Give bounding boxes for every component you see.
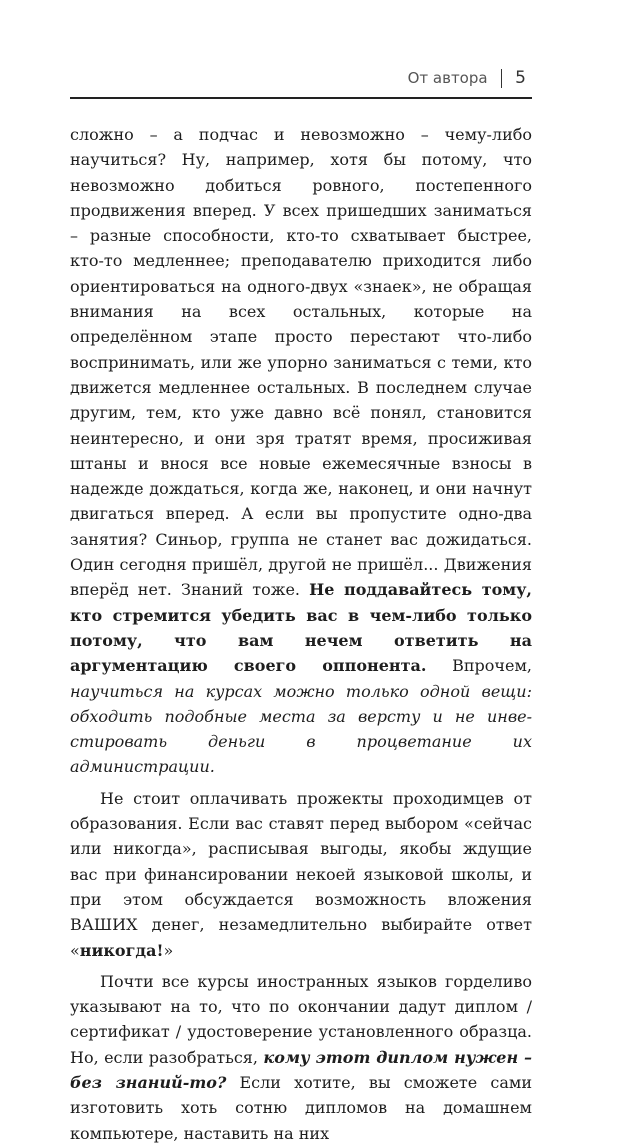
bold-italic-text-run: кому этот диплом нужен – без знаний-то?: [70, 1047, 532, 1092]
paragraph: [70, 122, 532, 780]
text-run: Если хотите, вы сможете сами изготовить хоть сотню дипломов на домашнем компьютере, наставить на них: [70, 1072, 532, 1143]
section-title: От автора: [407, 69, 488, 87]
bold-text-run: никогда!: [79, 940, 164, 960]
body-text: [70, 122, 532, 1146]
running-header: [408, 66, 526, 90]
page-number: 5: [515, 68, 526, 88]
text-run: »: [163, 940, 174, 960]
text-run: Не стоит оплачивать прожекты проходимцев от образования. Если вас ставят перед выбором «сейчас или никогда», расписывая выгоды, якобы ждущие вас при финансировании некоей языковой школы, и при этом обсуждается возможность вложения ВАШИХ денег, незамедлительно выбирайте ответ «: [70, 788, 532, 960]
header-separator: [501, 69, 503, 88]
header-rule: [70, 97, 532, 99]
paragraph: [70, 786, 532, 963]
paragraph: [70, 969, 532, 1146]
text-run: сложно – а подчас и невозможно – чему-либо научиться? Ну, например, хотя бы потому, что невозможно добиться ровного, постепенного продвижения вперед. У всех пришедших заниматься – разные способности, кто-то схватывает быстрее, кто-то медленнее; преподавателю приходится либо ориентироваться на одного-двух «знаек», не обращая внимания на всех остальных, которые на определённом этапе просто перестают что-либо воспринимать, или же упорно заниматься с теми, кто движется медленнее остальных. В последнем случае другим, тем, кто уже давно всё понял, становится неинтересно, и они зря тратят время, просиживая штаны и внося все новые ежемесячные взносы в надежде дождаться, когда же, наконец, и они начнут двигаться вперед. А если вы пропустите одно-два занятия? Синьор, группа не станет вас дожидаться. Один сегодня пришёл, другой не пришёл... Движения вперёд нет. Знаний тоже.: [70, 125, 532, 600]
text-run: Почти все курсы иностранных языков горделиво указывают на то, что по окончании дадут диплом / сертификат / удостоверение установленного образца. Но, если разобраться,: [70, 971, 532, 1067]
bold-text-run: Не поддавайтесь тому, кто стремится убедить вас в чем-либо только потому, что вам нечем ответить на аргументацию своего оппонента.: [70, 580, 532, 676]
text-run: Впрочем,: [426, 656, 533, 676]
italic-text-run: научиться на курсах можно только одной вещи: обходить подобные места за версту и не инвестировать деньги в процветание их администрации.: [70, 681, 532, 777]
